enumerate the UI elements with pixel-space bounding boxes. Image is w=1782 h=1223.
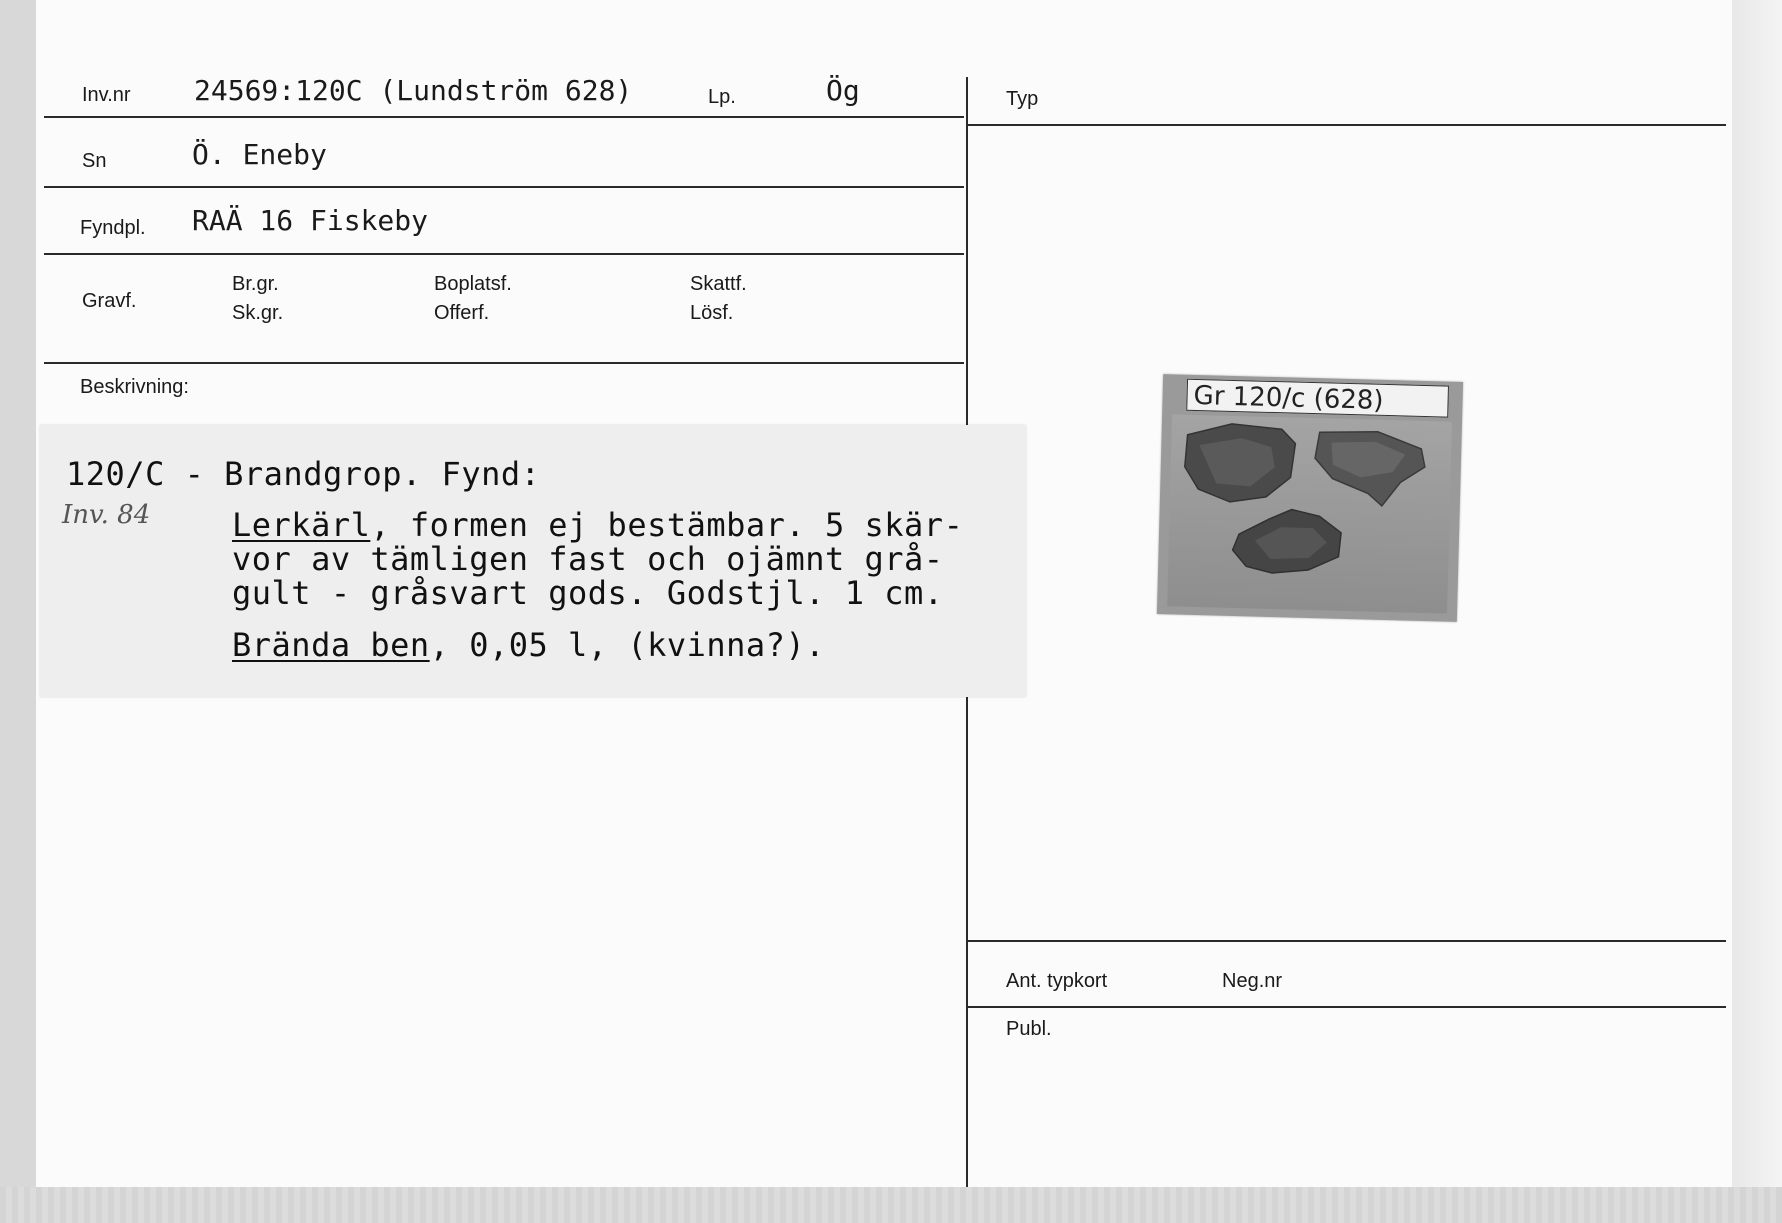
lp-label: Lp. [708, 86, 736, 108]
description-line-2 [232, 506, 963, 544]
publ-label: Publ. [1006, 1018, 1052, 1040]
losf-label: Lösf. [690, 302, 734, 324]
skattf-label: Skattf. [690, 273, 747, 295]
find-photograph [1157, 374, 1463, 622]
ant-typkort-label: Ant. typkort [1006, 970, 1108, 992]
rule-typ [968, 124, 1726, 126]
photo-label: Gr 120/c (628) [1186, 379, 1449, 418]
card-edge-bottom [0, 1187, 1782, 1223]
sherds-image [1167, 414, 1452, 613]
description-line-1 [66, 455, 540, 493]
rule-fyndpl [44, 253, 964, 255]
lp-value: Ög [826, 74, 860, 107]
rule-invnr [44, 116, 964, 118]
brgr-label: Br.gr. [232, 273, 279, 295]
rule-ant-typkort-bottom [968, 1006, 1726, 1008]
typ-label: Typ [1006, 88, 1039, 110]
gravf-label: Gravf. [82, 290, 137, 312]
invnr-value: 24569:120C (Lundström 628) [194, 74, 633, 107]
invnr-label: Inv.nr [82, 84, 131, 106]
offerf-label: Offerf. [434, 302, 490, 324]
description-line-4: gult - gråsvart gods. Godstjl. 1 cm. [232, 574, 944, 612]
photo-image [1167, 414, 1452, 613]
skgr-label: Sk.gr. [232, 302, 284, 324]
sn-value: Ö. Eneby [192, 138, 327, 171]
find-type: - Brandgrop. Fynd: [164, 455, 541, 493]
brandaben-term: Brända ben [232, 626, 430, 664]
rule-ant-typkort-top [968, 940, 1726, 942]
inventory-handnote: Inv. 84 [62, 500, 151, 530]
brandaben-desc: , 0,05 l, (kvinna?). [429, 626, 825, 664]
fyndpl-value: RAÄ 16 Fiskeby [192, 204, 429, 237]
negnr-label: Neg.nr [1222, 970, 1283, 992]
rule-gravf [44, 362, 964, 364]
description-line-3: vor av tämligen fast och ojämnt grå- [232, 540, 944, 578]
lerkarl-desc: , formen ej bestämbar. 5 skär- [370, 506, 964, 544]
boplatsf-label: Boplatsf. [434, 273, 512, 295]
sn-label: Sn [82, 150, 107, 172]
rule-sn [44, 186, 964, 188]
card-edge-right [1732, 0, 1782, 1223]
beskrivning-label: Beskrivning: [80, 376, 189, 398]
description-line-5 [232, 626, 825, 664]
find-number: 120/C [66, 455, 165, 493]
lerkarl-term: Lerkärl [232, 506, 371, 544]
fyndpl-label: Fyndpl. [80, 217, 146, 239]
